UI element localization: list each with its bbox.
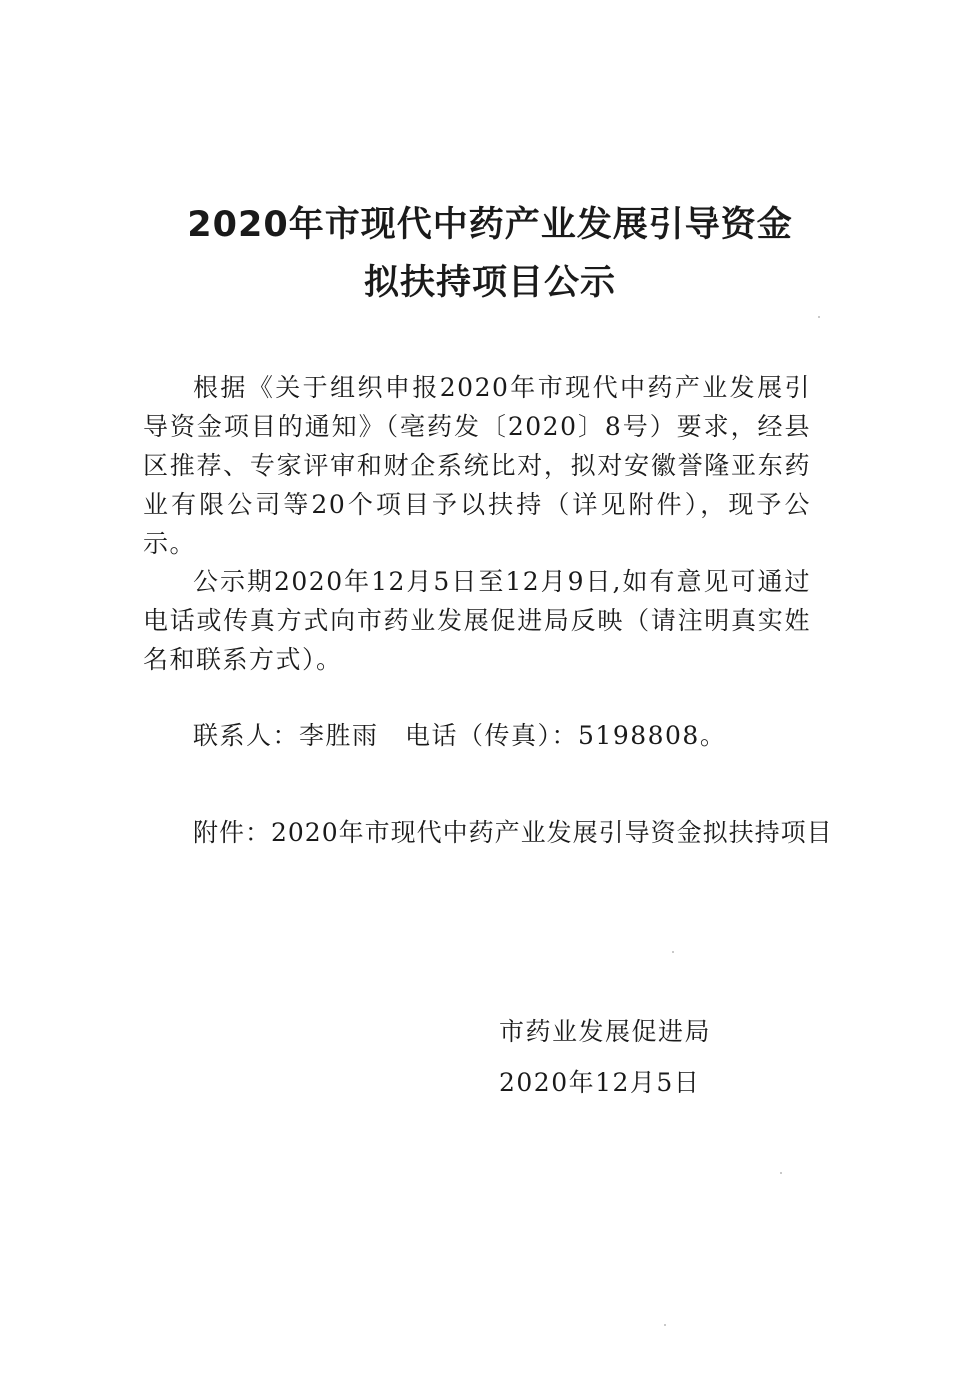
scan-speck <box>780 1172 782 1174</box>
body-paragraph-basis: 根据《关于组织申报2020年市现代中药产业发展引导资金项目的通知》（亳药发〔2020〕8号）要求，经县区推荐、专家评审和财企系统比对，拟对安徽誉隆亚东药业有限公司等20个项目予以扶持（详见附件），现予公示。 <box>143 373 811 558</box>
signature-organization: 市药业发展促进局 <box>499 1017 712 1046</box>
document-title-line-1: 2020年市现代中药产业发展引导资金 <box>187 205 793 245</box>
scan-speck <box>664 1324 666 1326</box>
signature-date: 2020年12月5日 <box>499 1068 701 1097</box>
body-paragraph-contact: 联系人：李胜雨 电话（传真）：5198808。 <box>193 721 727 750</box>
scan-speck <box>672 951 674 953</box>
body-paragraph-publicity-period: 公示期2020年12月5日至12月9日,如有意见可通过电话或传真方式向市药业发展促进局反映（请注明真实姓名和联系方式）。 <box>143 567 811 674</box>
scan-speck <box>818 316 820 318</box>
document-title-line-2: 拟扶持项目公示 <box>363 263 616 303</box>
attachment-line: 附件：2020年市现代中药产业发展引导资金拟扶持项目 <box>193 818 833 847</box>
